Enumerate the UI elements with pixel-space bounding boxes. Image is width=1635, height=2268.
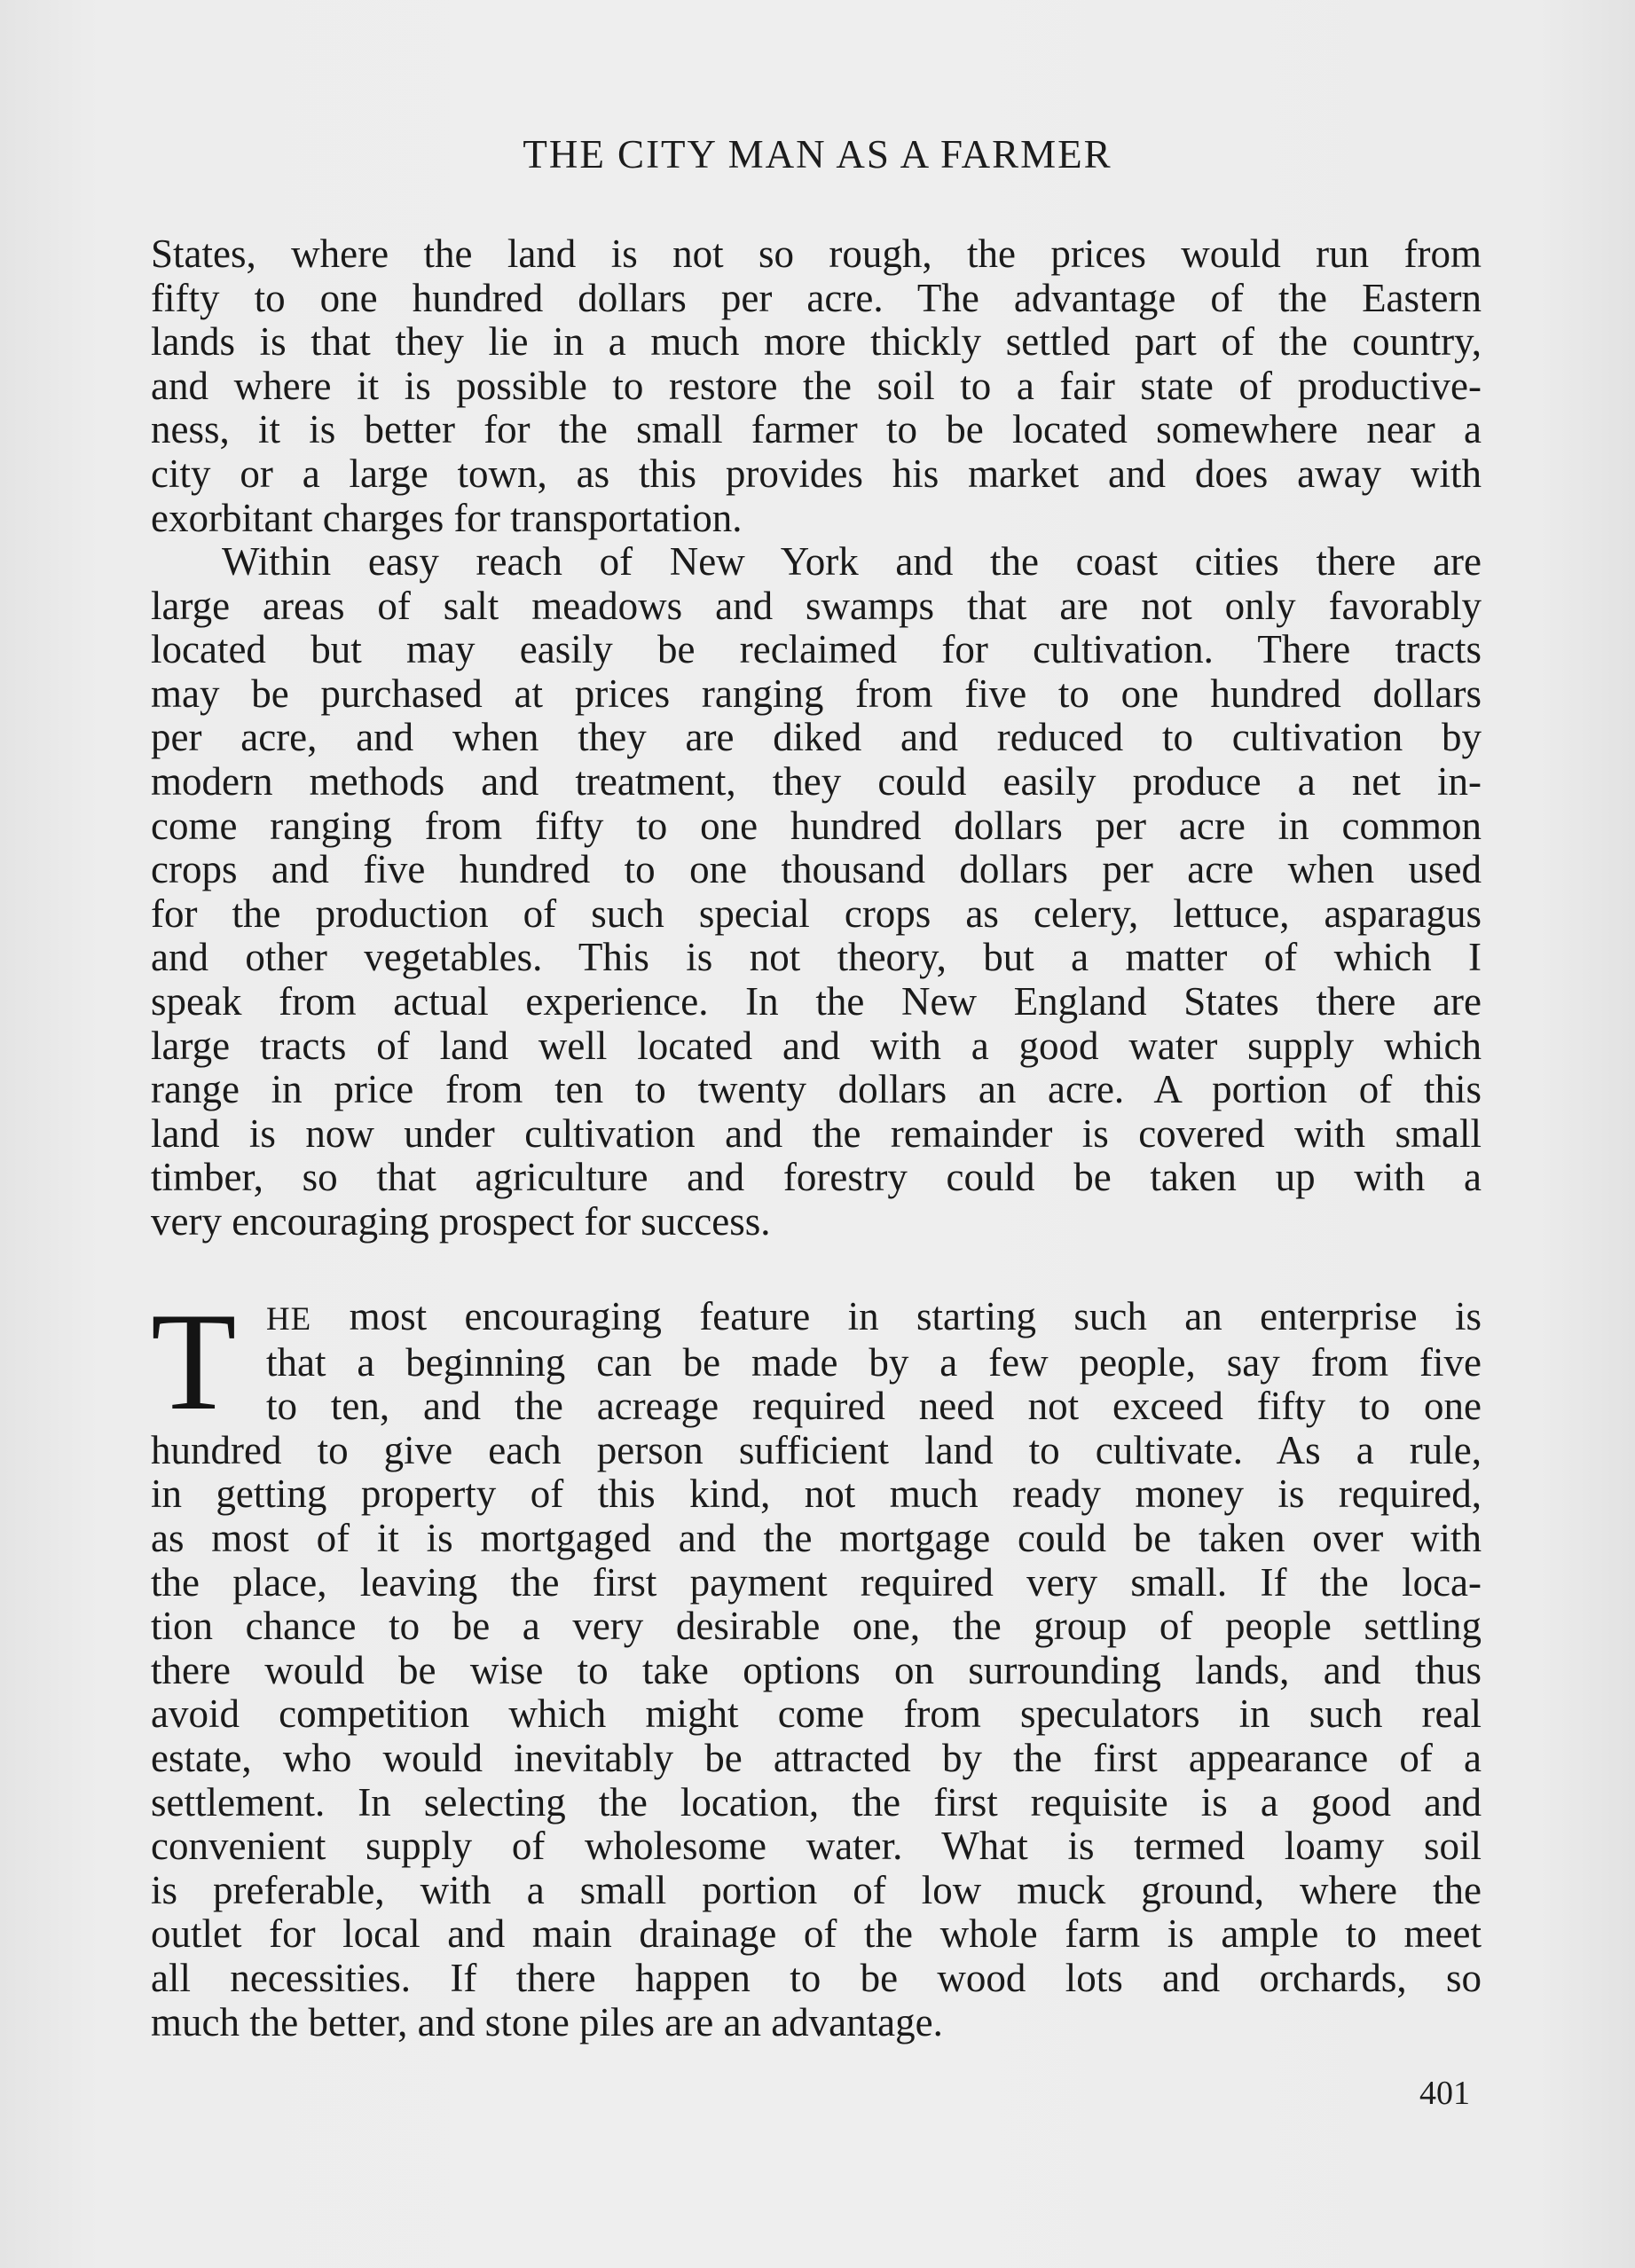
paragraph-1-line: and where it is possible to restore the soil to a fair state of productive- bbox=[151, 364, 1482, 408]
paragraph-2-line: modern methods and treatment, they could easily produce a net in- bbox=[151, 759, 1482, 804]
page-number: 401 bbox=[1419, 2075, 1470, 2112]
paragraph-3 bbox=[151, 1284, 1482, 2044]
paragraph-3-line: settlement. In selecting the location, the first requisite is a good and bbox=[151, 1780, 1482, 1825]
paragraph-3-line: avoid competition which might come from speculators in such real bbox=[151, 1692, 1482, 1737]
paragraph-2-line: crops and five hundred to one thousand dollars per acre when used bbox=[151, 848, 1482, 892]
paragraph-3-line: hundred to give each person sufficient land to cultivate. As a rule, bbox=[151, 1428, 1482, 1472]
paragraph-3-line: estate, who would inevitably be attracted by the first appearance of a bbox=[151, 1736, 1482, 1780]
paragraph-3-line: the place, leaving the first payment required very small. If the loca- bbox=[151, 1560, 1482, 1605]
paragraph-1 bbox=[151, 232, 1482, 540]
paragraph-3-line: there would be wise to take options on surrounding lands, and thus bbox=[151, 1648, 1482, 1692]
paragraph-2-line: large tracts of land well located and with a good water supply which bbox=[151, 1024, 1482, 1068]
paragraph-2-line: located but may easily be reclaimed for cultivation. There tracts bbox=[151, 628, 1482, 672]
paragraph-2 bbox=[151, 540, 1482, 1244]
paragraph-2-line: very encouraging prospect for success. bbox=[151, 1199, 771, 1244]
running-head: THE CITY MAN AS A FARMER bbox=[523, 132, 1112, 177]
paragraph-2-line: Within easy reach of New York and the coast cities there are bbox=[222, 540, 1482, 584]
paragraph-3-line: in getting property of this kind, not much ready money is required, bbox=[151, 1472, 1482, 1517]
paragraph-3-line: is preferable, with a small portion of low muck ground, where the bbox=[151, 1868, 1482, 1912]
paragraph-2-line: come ranging from fifty to one hundred dollars per acre in common bbox=[151, 804, 1482, 848]
paragraph-2-line: range in price from ten to twenty dollars an acre. A portion of this bbox=[151, 1068, 1482, 1112]
paragraph-1-line: lands is that they lie in a much more thickly settled part of the country, bbox=[151, 320, 1482, 365]
paragraph-1-line: city or a large town, as this provides his market and does away with bbox=[151, 451, 1482, 496]
paragraph-3-line: much the better, and stone piles are an advantage. bbox=[151, 2000, 943, 2044]
paragraph-2-line: may be purchased at prices ranging from five to one hundred dollars bbox=[151, 671, 1482, 716]
paragraph-1-line: ness, it is better for the small farmer to be located somewhere near a bbox=[151, 408, 1482, 452]
paragraph-3-line-text: most encouraging feature in starting such an enterprise is bbox=[311, 1295, 1482, 1338]
paragraph-2-line: timber, so that agriculture and forestry could be taken up with a bbox=[151, 1156, 1482, 1200]
paragraph-3-line: convenient supply of wholesome water. What is termed loamy soil bbox=[151, 1825, 1482, 1869]
paragraph-2-line: and other vegetables. This is not theory, but a matter of which I bbox=[151, 936, 1482, 980]
paragraph-3-line: to ten, and the acreage required need not exceed fifty to one bbox=[266, 1385, 1482, 1429]
paragraph-3-line bbox=[266, 1295, 1482, 1341]
paragraph-1-line: exorbitant charges for transportation. bbox=[151, 496, 743, 540]
paragraph-3-line: that a beginning can be made by a few people, say from five bbox=[266, 1340, 1482, 1385]
lead-smallcaps: HE bbox=[266, 1300, 312, 1337]
paragraph-2-line: for the production of such special crops as celery, lettuce, asparagus bbox=[151, 891, 1482, 936]
paragraph-3-line: tion chance to be a very desirable one, the group of people settling bbox=[151, 1605, 1482, 1649]
paragraph-2-line: land is now under cultivation and the remainder is covered with small bbox=[151, 1111, 1482, 1156]
paragraph-1-line: States, where the land is not so rough, the prices would run from bbox=[151, 232, 1482, 276]
paragraph-3-line: all necessities. If there happen to be wood lots and orchards, so bbox=[151, 1956, 1482, 2000]
drop-cap: T bbox=[151, 1284, 237, 1440]
paragraph-2-line: speak from actual experience. In the New England States there are bbox=[151, 979, 1482, 1024]
paragraph-2-line: large areas of salt meadows and swamps that are not only favorably bbox=[151, 584, 1482, 628]
paragraph-1-line: fifty to one hundred dollars per acre. The advantage of the Eastern bbox=[151, 276, 1482, 320]
paragraph-3-line: outlet for local and main drainage of the whole farm is ample to meet bbox=[151, 1912, 1482, 1957]
paragraph-3-line: as most of it is mortgaged and the mortgage could be taken over with bbox=[151, 1516, 1482, 1560]
paragraph-2-line: per acre, and when they are diked and reduced to cultivation by bbox=[151, 716, 1482, 760]
